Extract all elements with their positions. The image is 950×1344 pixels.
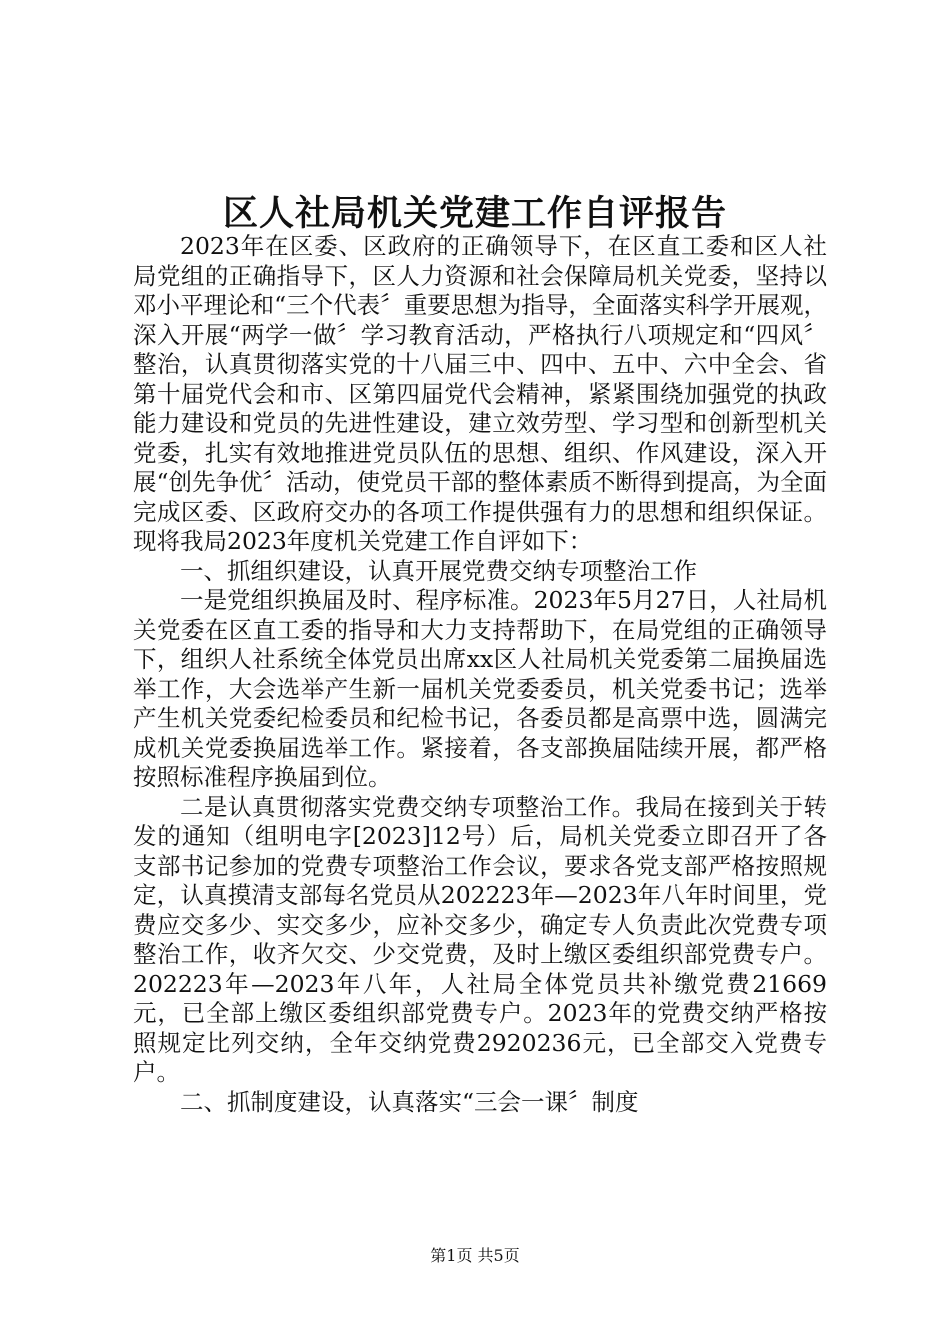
document-title: 区人社局机关党建工作自评报告 xyxy=(222,193,727,234)
page-footer: 第1页 共5页 xyxy=(430,1246,520,1265)
section-heading-organization: 一、抓组织建设，认真开展党费交纳专项整治工作 xyxy=(180,556,697,585)
section-heading-system: 二、抓制度建设，认真落实“三会一课〞制度 xyxy=(180,1087,639,1116)
body-paragraph-election: 一是党组织换届及时、程序标准。2023年5月27日，人社局机关党委在区直工委的指导和大力支持帮助下，在局党组的正确领导下，组织人社系统全体党员出席xx区人社局机关党委第二届换届选举工作，大会选举产生新一届机关党委委员，机关党委书记；选举产生机关党委纪检委员和纪检书记，各委员都是高票中选，圆满完成机关党委换届选举工作。紧接着，各支部换届陆续开展，都严格按照标准程序换届到位。 xyxy=(133,586,827,791)
body-paragraph-party-dues: 二是认真贯彻落实党费交纳专项整治工作。我局在接到关于转发的通知（组明电字[2023]12号）后，局机关党委立即召开了各支部书记参加的党费专项整治工作会议，要求各党支部严格按照规定，认真摸清支部每名党员从202223年—2023年八年时间里，党费应交多少、实交多少，应补交多少，确定专人负责此次党费专项整治工作，收齐欠交、少交党费，及时上缴区委组织部党费专户。202223年—2023年八年，人社局全体党员共补缴党费21669元，已全部上缴区委组织部党费专户。2023年的党费交纳严格按照规定比列交纳，全年交纳党费2920236元，已全部交入党费专户。 xyxy=(133,792,827,1086)
document-body xyxy=(133,232,827,1117)
body-paragraph-intro: 2023年在区委、区政府的正确领导下，在区直工委和区人社局党组的正确指导下，区人力资源和社会保障局机关党委，坚持以邓小平理论和“三个代表〞重要思想为指导，全面落实科学开展观，深入开展“两学一做〞学习教育活动，严格执行八项规定和“四风〞整治，认真贯彻落实党的十八届三中、四中、五中、六中全会、省第十届党代会和市、区第四届党代会精神，紧紧围绕加强党的执政能力建设和党员的先进性建设，建立效劳型、学习型和创新型机关党委，扎实有效地推进党员队伍的思想、组织、作风建设，深入开展“创先争优〞活动，使党员干部的整体素质不断得到提高，为全面完成区委、区政府交办的各项工作提供强有力的思想和组织保证。现将我局2023年度机关党建工作自评如下： xyxy=(133,232,827,555)
